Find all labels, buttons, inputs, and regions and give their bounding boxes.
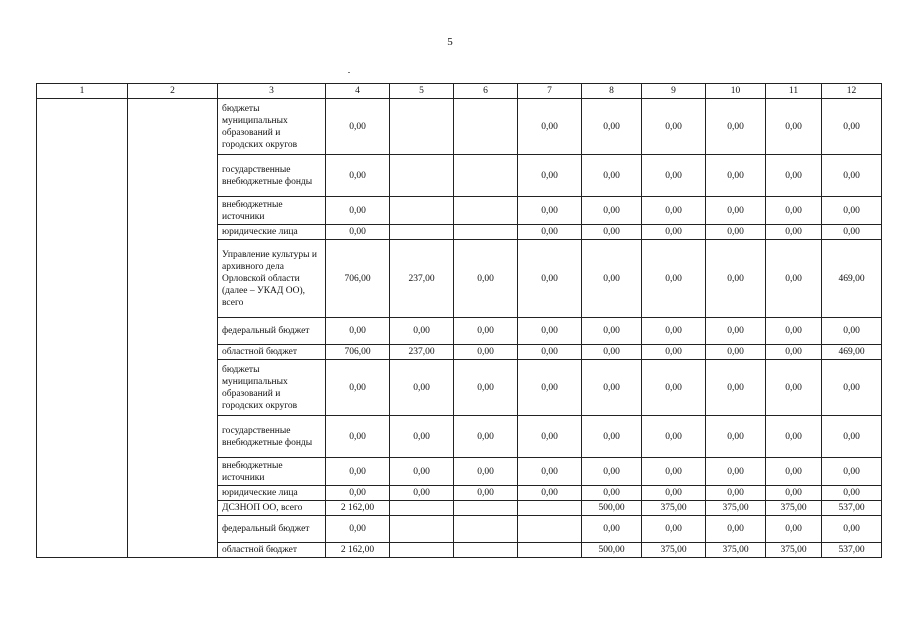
value-cell-col-6	[454, 197, 518, 225]
value-cell-col-10: 0,00	[706, 458, 766, 486]
value-cell-col-12: 0,00	[822, 155, 882, 197]
value-cell-col-12: 537,00	[822, 501, 882, 516]
value-cell-col-8: 0,00	[582, 99, 642, 155]
column-header-12: 12	[822, 84, 882, 99]
row-label: федеральный бюджет	[218, 516, 326, 543]
value-cell-col-10: 375,00	[706, 543, 766, 558]
value-cell-col-11: 0,00	[766, 416, 822, 458]
value-cell-col-5: 0,00	[390, 486, 454, 501]
value-cell-col-10: 0,00	[706, 416, 766, 458]
value-cell-col-10: 0,00	[706, 197, 766, 225]
value-cell-col-9: 0,00	[642, 318, 706, 345]
value-cell-col-9: 375,00	[642, 543, 706, 558]
row-label: областной бюджет	[218, 543, 326, 558]
value-cell-col-12: 469,00	[822, 240, 882, 318]
value-cell-col-8: 0,00	[582, 516, 642, 543]
value-cell-col-12: 0,00	[822, 318, 882, 345]
column-header-8: 8	[582, 84, 642, 99]
value-cell-col-10: 0,00	[706, 345, 766, 360]
value-cell-col-10: 0,00	[706, 225, 766, 240]
value-cell-col-11: 0,00	[766, 318, 822, 345]
value-cell-col-7: 0,00	[518, 416, 582, 458]
value-cell-col-6	[454, 225, 518, 240]
value-cell-col-4: 0,00	[326, 360, 390, 416]
column-header-9: 9	[642, 84, 706, 99]
row-label: юридические лица	[218, 486, 326, 501]
value-cell-col-6: 0,00	[454, 345, 518, 360]
value-cell-col-12: 0,00	[822, 458, 882, 486]
value-cell-col-6: 0,00	[454, 240, 518, 318]
value-cell-col-9: 0,00	[642, 197, 706, 225]
value-cell-col-12: 0,00	[822, 486, 882, 501]
value-cell-col-9: 375,00	[642, 501, 706, 516]
row-label: внебюджетные источники	[218, 458, 326, 486]
row-label: бюджеты муниципальных образований и городских округов	[218, 360, 326, 416]
value-cell-col-5	[390, 155, 454, 197]
row-label: юридические лица	[218, 225, 326, 240]
value-cell-col-4: 2 162,00	[326, 501, 390, 516]
value-cell-col-9: 0,00	[642, 240, 706, 318]
value-cell-col-7: 0,00	[518, 99, 582, 155]
value-cell-col-10: 0,00	[706, 360, 766, 416]
column-header-4: 4	[326, 84, 390, 99]
value-cell-col-12: 0,00	[822, 416, 882, 458]
value-cell-col-5	[390, 543, 454, 558]
value-cell-col-7: 0,00	[518, 360, 582, 416]
value-cell-col-11: 0,00	[766, 486, 822, 501]
table-body	[37, 99, 882, 558]
value-cell-col-9: 0,00	[642, 155, 706, 197]
value-cell-col-8: 0,00	[582, 416, 642, 458]
value-cell-col-10: 0,00	[706, 318, 766, 345]
value-cell-col-4: 0,00	[326, 155, 390, 197]
value-cell-col-4: 0,00	[326, 99, 390, 155]
value-cell-col-8: 500,00	[582, 543, 642, 558]
value-cell-col-4: 0,00	[326, 225, 390, 240]
column-header-11: 11	[766, 84, 822, 99]
scan-speck	[348, 72, 350, 73]
value-cell-col-7	[518, 516, 582, 543]
value-cell-col-5	[390, 516, 454, 543]
value-cell-col-10: 375,00	[706, 501, 766, 516]
value-cell-col-9: 0,00	[642, 99, 706, 155]
column-header-2: 2	[128, 84, 218, 99]
value-cell-col-7: 0,00	[518, 155, 582, 197]
value-cell-col-11: 375,00	[766, 543, 822, 558]
value-cell-col-7: 0,00	[518, 458, 582, 486]
column-header-10: 10	[706, 84, 766, 99]
value-cell-col-4: 0,00	[326, 458, 390, 486]
value-cell-col-4: 0,00	[326, 516, 390, 543]
value-cell-col-4: 2 162,00	[326, 543, 390, 558]
value-cell-col-4: 706,00	[326, 345, 390, 360]
value-cell-col-5	[390, 225, 454, 240]
value-cell-col-8: 0,00	[582, 197, 642, 225]
value-cell-col-6: 0,00	[454, 360, 518, 416]
row-label: Управление культуры и архивного дела Орловской области (далее – УКАД ОО), всего	[218, 240, 326, 318]
value-cell-col-11: 0,00	[766, 458, 822, 486]
value-cell-col-10: 0,00	[706, 240, 766, 318]
value-cell-col-9: 0,00	[642, 345, 706, 360]
merged-empty-cell-col-2	[128, 99, 218, 558]
value-cell-col-6	[454, 99, 518, 155]
value-cell-col-6	[454, 501, 518, 516]
value-cell-col-11: 0,00	[766, 197, 822, 225]
value-cell-col-9: 0,00	[642, 458, 706, 486]
row-label: бюджеты муниципальных образований и городских округов	[218, 99, 326, 155]
row-label: областной бюджет	[218, 345, 326, 360]
column-header-1: 1	[37, 84, 128, 99]
value-cell-col-4: 0,00	[326, 416, 390, 458]
value-cell-col-11: 0,00	[766, 240, 822, 318]
row-label: внебюджетные источники	[218, 197, 326, 225]
row-label: государственные внебюджетные фонды	[218, 155, 326, 197]
value-cell-col-8: 500,00	[582, 501, 642, 516]
column-header-3: 3	[218, 84, 326, 99]
value-cell-col-7: 0,00	[518, 345, 582, 360]
value-cell-col-10: 0,00	[706, 99, 766, 155]
value-cell-col-4: 0,00	[326, 197, 390, 225]
value-cell-col-7: 0,00	[518, 486, 582, 501]
value-cell-col-6: 0,00	[454, 416, 518, 458]
value-cell-col-12: 0,00	[822, 225, 882, 240]
value-cell-col-10: 0,00	[706, 486, 766, 501]
column-header-5: 5	[390, 84, 454, 99]
value-cell-col-11: 0,00	[766, 516, 822, 543]
value-cell-col-6	[454, 155, 518, 197]
value-cell-col-7: 0,00	[518, 318, 582, 345]
value-cell-col-12: 0,00	[822, 99, 882, 155]
row-label: государственные внебюджетные фонды	[218, 416, 326, 458]
value-cell-col-6: 0,00	[454, 318, 518, 345]
column-header-6: 6	[454, 84, 518, 99]
value-cell-col-8: 0,00	[582, 345, 642, 360]
value-cell-col-7: 0,00	[518, 197, 582, 225]
table-row	[37, 99, 882, 155]
budget-table	[36, 83, 882, 558]
header-row	[37, 84, 882, 99]
value-cell-col-8: 0,00	[582, 486, 642, 501]
row-label: ДСЗНОП ОО, всего	[218, 501, 326, 516]
value-cell-col-9: 0,00	[642, 516, 706, 543]
value-cell-col-7: 0,00	[518, 225, 582, 240]
value-cell-col-5: 237,00	[390, 240, 454, 318]
value-cell-col-5: 0,00	[390, 458, 454, 486]
value-cell-col-7	[518, 543, 582, 558]
value-cell-col-6: 0,00	[454, 486, 518, 501]
value-cell-col-8: 0,00	[582, 240, 642, 318]
value-cell-col-9: 0,00	[642, 360, 706, 416]
value-cell-col-4: 0,00	[326, 318, 390, 345]
column-header-7: 7	[518, 84, 582, 99]
value-cell-col-12: 0,00	[822, 197, 882, 225]
value-cell-col-8: 0,00	[582, 458, 642, 486]
value-cell-col-11: 0,00	[766, 99, 822, 155]
value-cell-col-8: 0,00	[582, 360, 642, 416]
value-cell-col-12: 469,00	[822, 345, 882, 360]
value-cell-col-11: 375,00	[766, 501, 822, 516]
merged-empty-cell-col-1	[37, 99, 128, 558]
value-cell-col-5: 0,00	[390, 360, 454, 416]
value-cell-col-9: 0,00	[642, 225, 706, 240]
value-cell-col-10: 0,00	[706, 516, 766, 543]
value-cell-col-5	[390, 197, 454, 225]
value-cell-col-4: 706,00	[326, 240, 390, 318]
value-cell-col-11: 0,00	[766, 345, 822, 360]
value-cell-col-6	[454, 543, 518, 558]
value-cell-col-9: 0,00	[642, 416, 706, 458]
value-cell-col-5: 237,00	[390, 345, 454, 360]
value-cell-col-5: 0,00	[390, 318, 454, 345]
value-cell-col-6: 0,00	[454, 458, 518, 486]
value-cell-col-5: 0,00	[390, 416, 454, 458]
value-cell-col-10: 0,00	[706, 155, 766, 197]
value-cell-col-12: 0,00	[822, 516, 882, 543]
value-cell-col-4: 0,00	[326, 486, 390, 501]
value-cell-col-11: 0,00	[766, 360, 822, 416]
value-cell-col-11: 0,00	[766, 155, 822, 197]
value-cell-col-12: 0,00	[822, 360, 882, 416]
value-cell-col-8: 0,00	[582, 155, 642, 197]
table-header	[37, 84, 882, 99]
value-cell-col-5	[390, 501, 454, 516]
row-label: федеральный бюджет	[218, 318, 326, 345]
value-cell-col-12: 537,00	[822, 543, 882, 558]
value-cell-col-11: 0,00	[766, 225, 822, 240]
value-cell-col-8: 0,00	[582, 225, 642, 240]
page-number: 5	[447, 36, 453, 48]
value-cell-col-5	[390, 99, 454, 155]
value-cell-col-7	[518, 501, 582, 516]
value-cell-col-8: 0,00	[582, 318, 642, 345]
value-cell-col-6	[454, 516, 518, 543]
value-cell-col-9: 0,00	[642, 486, 706, 501]
value-cell-col-7: 0,00	[518, 240, 582, 318]
